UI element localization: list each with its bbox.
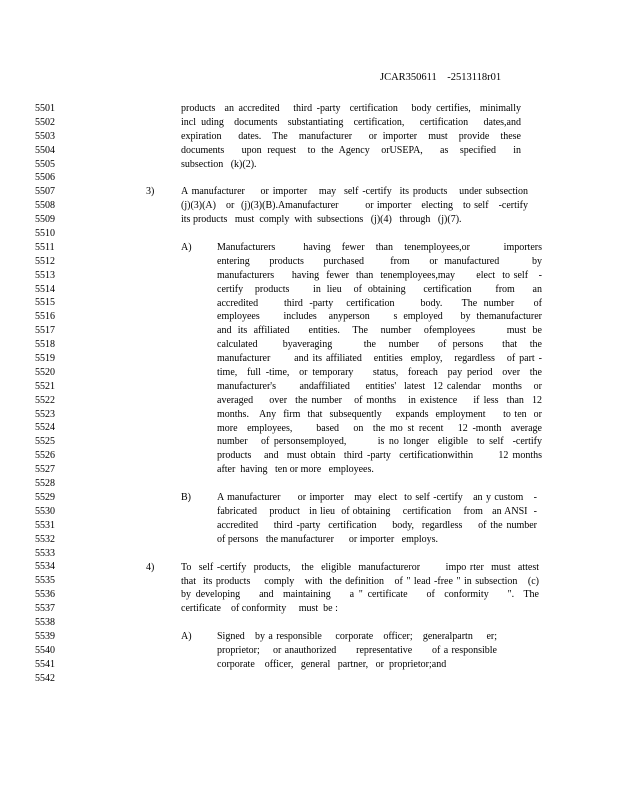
text-line: Signed by a responsible corporate officer; generalpartn er; (217, 631, 497, 643)
line-number: 5503 (35, 130, 55, 142)
subitem-marker-a-2: A) (181, 631, 192, 643)
text-line: subsection (k)(2). (181, 158, 257, 170)
text-line: fabricated product in lieu of obtaining certification from an ANSI - (217, 506, 537, 518)
line-number: 5525 (35, 436, 55, 448)
text-line: that its products comply with the definition of " lead -free " in subsection (c) (181, 575, 539, 587)
text-line: time, full -time, or temporary status, foreach pay period over the (217, 367, 542, 379)
line-number: 5519 (35, 353, 55, 365)
line-number: 5516 (35, 311, 55, 323)
line-number: 5528 (35, 478, 55, 490)
item-marker-4: 4) (146, 561, 155, 573)
line-number: 5538 (35, 616, 55, 628)
paragraph-subitem-a (217, 241, 542, 477)
text-line: Manufacturers having fewer than tenemployees,or importers (217, 242, 542, 253)
line-number: 5507 (35, 186, 55, 198)
text-line: by developing and maintaining a " certificate of conformity ". The (181, 589, 539, 601)
line-number: 5514 (35, 283, 55, 295)
line-number: 5539 (35, 630, 55, 642)
text-line: manufacturer and its affiliated entities employ, regardless of part - (217, 353, 542, 365)
paragraph-subitem-b (217, 491, 537, 547)
line-number: 5505 (35, 158, 55, 170)
text-line: manufacturer's andaffiliated entities' latest 12 calendar months or (217, 380, 542, 392)
line-number: 5509 (35, 214, 55, 226)
text-line: averaged over the number of months in existence if less than 12 (217, 394, 542, 406)
subitem-marker-a: A) (181, 242, 192, 253)
line-number: 5502 (35, 116, 55, 128)
text-line: number of personsemployed, is no longer eligible to self -certify (217, 436, 542, 448)
paragraph-subitem-a-2 (217, 630, 497, 672)
line-number: 5518 (35, 339, 55, 351)
line-number: 5506 (35, 172, 55, 184)
text-line: (j)(3)(A) or (j)(3)(B).Amanufacturer or importer electing to self -certify (181, 200, 528, 212)
text-line: employees includes anyperson s employed by themanufacturer (217, 311, 542, 323)
line-number: 5526 (35, 450, 55, 462)
text-line: entering products purchased from or manufactured by (217, 255, 542, 267)
line-number: 5513 (35, 269, 55, 281)
text-line: expiration dates. The manufacturer or importer must provide these (181, 130, 521, 142)
line-number-column (35, 102, 55, 685)
line-number: 5531 (35, 519, 55, 531)
text-line: A manufacturer or importer may self -certify its products under subsection (181, 186, 528, 198)
line-number: 5511 (35, 241, 55, 253)
line-number: 5527 (35, 464, 55, 476)
line-number: 5522 (35, 394, 55, 406)
line-number: 5523 (35, 408, 55, 420)
text-line: manufacturers having fewer than tenemployees,may elect to self - (217, 269, 542, 281)
line-number: 5501 (35, 103, 55, 114)
line-number: 5504 (35, 144, 55, 156)
text-line: To self -certify products, the eligible manufactureror impo rter must attest (181, 561, 539, 573)
line-number: 5535 (35, 575, 55, 587)
text-line: accredited third -party certification body, regardless of the number (217, 519, 537, 531)
text-line: certificate of conformity must be : (181, 603, 338, 615)
text-line: of persons the manufacturer or importer employs. (217, 533, 439, 545)
text-line: its products must comply with subsections (j)(4) through (j)(7). (181, 214, 462, 226)
line-number: 5517 (35, 325, 55, 337)
subitem-marker-b: B) (181, 492, 191, 504)
text-line: months. Any firm that subsequently expands employment to ten or (217, 408, 542, 420)
item-marker-3: 3) (146, 186, 155, 198)
text-line: and its affiliated entities. The number ofemployees must be (217, 325, 542, 337)
text-line: calculated byaveraging the number of persons that the (217, 339, 542, 351)
line-number: 5536 (35, 589, 55, 601)
text-line: accredited third -party certification body. The number of (217, 297, 542, 309)
text-line: proprietor; or anauthorized representative of a responsible (217, 645, 497, 657)
text-line: products and must obtain third -party certificationwithin 12 months (217, 450, 542, 462)
line-number: 5508 (35, 200, 55, 212)
text-line: products an accredited third -party certification body certifies, minimally (181, 103, 521, 114)
paragraph-item-4 (181, 561, 539, 617)
line-number: 5541 (35, 658, 55, 670)
line-number: 5540 (35, 644, 55, 656)
paragraph-continuation (181, 102, 521, 171)
text-line: corporate officer, general partner, or proprietor;and (217, 658, 447, 670)
line-number: 5537 (35, 603, 55, 615)
line-number: 5520 (35, 366, 55, 378)
line-number: 5521 (35, 380, 55, 392)
line-number: 5510 (35, 228, 55, 240)
line-number: 5524 (35, 422, 55, 434)
text-line: incl uding documents substantiating certification, certification dates,and (181, 116, 521, 128)
line-number: 5534 (35, 561, 55, 573)
line-number: 5515 (35, 297, 55, 309)
text-line: documents upon request to the Agency orUSEPA, as specified in (181, 144, 521, 156)
text-line: after having ten or more employees. (217, 464, 374, 476)
line-number: 5512 (35, 255, 55, 267)
line-number: 5542 (35, 672, 55, 684)
text-line: more employees, based on the mo st recent 12 -month average (217, 422, 542, 434)
line-number: 5529 (35, 491, 55, 503)
paragraph-item-3 (181, 185, 528, 227)
document-id-header: JCAR350611 -2513118r01 (380, 72, 502, 83)
line-number: 5532 (35, 533, 55, 545)
text-line: certify products in lieu of obtaining certification from an (217, 283, 542, 295)
text-line: A manufacturer or importer may elect to self -certify an y custom - (217, 492, 537, 504)
line-number: 5530 (35, 505, 55, 517)
line-number: 5533 (35, 547, 55, 559)
